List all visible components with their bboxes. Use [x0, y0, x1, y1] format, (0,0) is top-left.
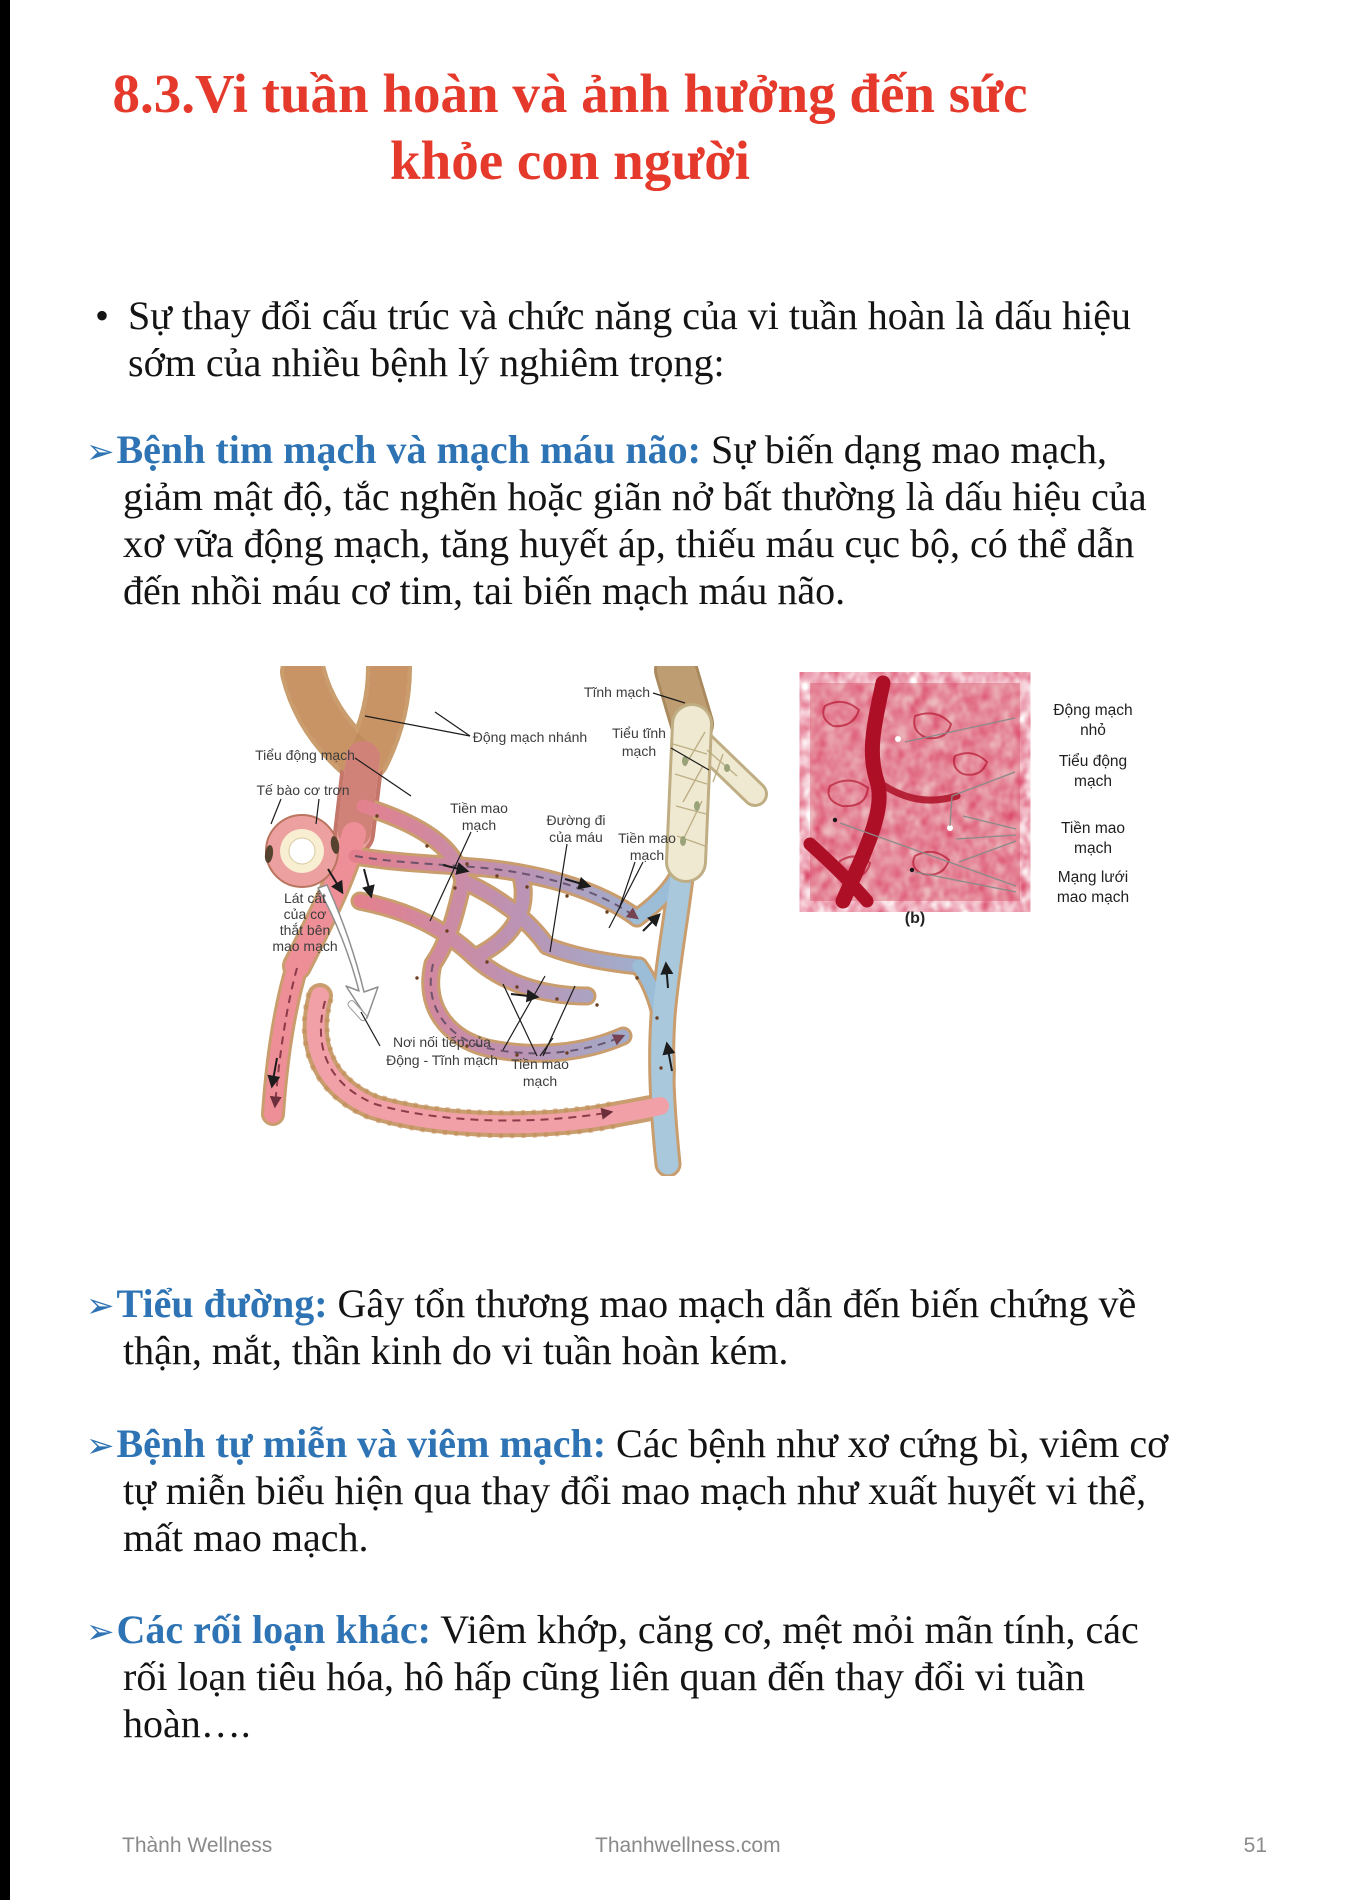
bullet-cardio-heading: Bệnh tim mạch và mạch máu não: [116, 427, 701, 472]
label-venule-line2: mạch [621, 743, 657, 759]
smooth-muscle-cross-section [264, 815, 341, 887]
arrow-bullet-icon: ➢ [86, 1612, 115, 1652]
label-sphincter-line2: của cơ [283, 906, 327, 922]
label-smooth-muscle-cell: Tế bào cơ trơn [256, 782, 350, 798]
photo-label-precapillary-line2: mạch [1074, 840, 1112, 857]
bullet-diabetes-body: Gây tổn thương mao mạch dẫn đến biến chứng về thận, mắt, thần kinh do vi tuần hoàn kém. [123, 1281, 1137, 1373]
bullet-other-disorders-body: Viêm khớp, căng cơ, mệt mỏi mãn tính, các rối loạn tiêu hóa, hô hấp cũng liên quan đến thay đổi vi tuần hoàn…. [123, 1607, 1139, 1746]
label-precapillary-c-line1: Tiền mao [511, 1056, 569, 1072]
label-blood-path-line2: của máu [549, 829, 603, 845]
arrow-bullet-icon: ➢ [86, 1426, 115, 1466]
photo-label-capillary-network-line2: mao mạch [1056, 889, 1130, 906]
photo-label-precapillary-line1: Tiền mao [1060, 820, 1126, 837]
microcirculation-figure [215, 666, 1175, 1176]
vessel-illustration [255, 668, 755, 1164]
photo-caption-b: (b) [904, 910, 926, 927]
label-precapillary-b-line1: Tiền mao [618, 830, 676, 846]
label-vein: Tĩnh mạch [583, 684, 651, 700]
bullet-diabetes-heading: Tiểu đường: [116, 1281, 328, 1326]
footer-website: Thanhwellness.com [595, 1834, 781, 1857]
label-precapillary-c-line2: mạch [522, 1073, 558, 1089]
page-title-line2: khỏe con người [390, 130, 750, 192]
label-precapillary-b-line2: mạch [629, 847, 665, 863]
label-artery-branch: Động mạch nhánh [472, 729, 588, 745]
photo-label-small-artery-line2: nhỏ [1080, 722, 1106, 739]
bullet-autoimmune-body: Các bệnh như xơ cứng bì, viêm cơ tự miễn biểu hiện qua thay đổi mao mạch như xuất huyết vi thể, mất mao mạch. [123, 1421, 1169, 1560]
left-edge-bar [0, 0, 10, 1900]
arrow-bullet-icon: ➢ [86, 432, 115, 472]
label-sphincter-line3: thắt bên [279, 922, 331, 938]
page-title [60, 60, 1080, 194]
label-precapillary-a-line2: mạch [461, 817, 497, 833]
bullet-cardio-body: Sự biến dạng mao mạch, giảm mật độ, tắc nghẽn hoặc giãn nở bất thường là dấu hiệu của xơ vữa động mạch, tăng huyết áp, thiếu máu cục bộ, có thể dẫn đến nhồi máu cơ tim, tai biến mạch máu não. [123, 427, 1147, 613]
page-footer [0, 1834, 1350, 1864]
label-blood-path-line1: Đường đi [546, 812, 606, 828]
capillary-micrograph [810, 683, 1133, 927]
label-arteriole: Tiểu động mạch [255, 747, 355, 763]
arrow-bullet-icon: ➢ [86, 1286, 115, 1326]
intro-paragraph [95, 292, 1173, 386]
bullet-dot: • [95, 293, 110, 338]
label-av-anastomosis-line2: Động - Tĩnh mạch [386, 1052, 498, 1068]
bullet-other-disorders-heading: Các rối loạn khác: [116, 1607, 431, 1652]
bullet-diabetes [86, 1280, 1178, 1374]
photo-label-small-artery-line1: Động mạch [1053, 702, 1133, 719]
label-precapillary-a-line1: Tiền mao [450, 800, 508, 816]
microcirculation-diagram [215, 666, 1175, 1176]
page-title-line1: 8.3.Vi tuần hoàn và ảnh hưởng đến sức [112, 63, 1028, 124]
footer-page-number: 51 [1243, 1834, 1267, 1857]
footer-author: Thành Wellness [122, 1834, 273, 1857]
label-av-anastomosis-line1: Nơi nối tiếp của [393, 1034, 491, 1050]
label-sphincter-line4: mao mạch [272, 938, 338, 954]
label-sphincter-line1: Lát cắt [283, 890, 327, 906]
bullet-other-disorders [86, 1606, 1178, 1747]
label-venule-line1: Tiểu tĩnh [612, 725, 666, 741]
photo-label-arteriole-line2: mạch [1074, 773, 1112, 790]
intro-text: Sự thay đổi cấu trúc và chức năng của vi tuần hoàn là dấu hiệu sớm của nhiều bệnh lý nghiêm trọng: [128, 293, 1132, 385]
photo-label-arteriole-line1: Tiểu động [1058, 753, 1128, 770]
photo-label-capillary-network-line1: Mạng lưới [1057, 869, 1129, 886]
bullet-autoimmune-heading: Bệnh tự miễn và viêm mạch: [116, 1421, 607, 1466]
bullet-cardio [86, 426, 1178, 614]
bullet-autoimmune [86, 1420, 1178, 1561]
